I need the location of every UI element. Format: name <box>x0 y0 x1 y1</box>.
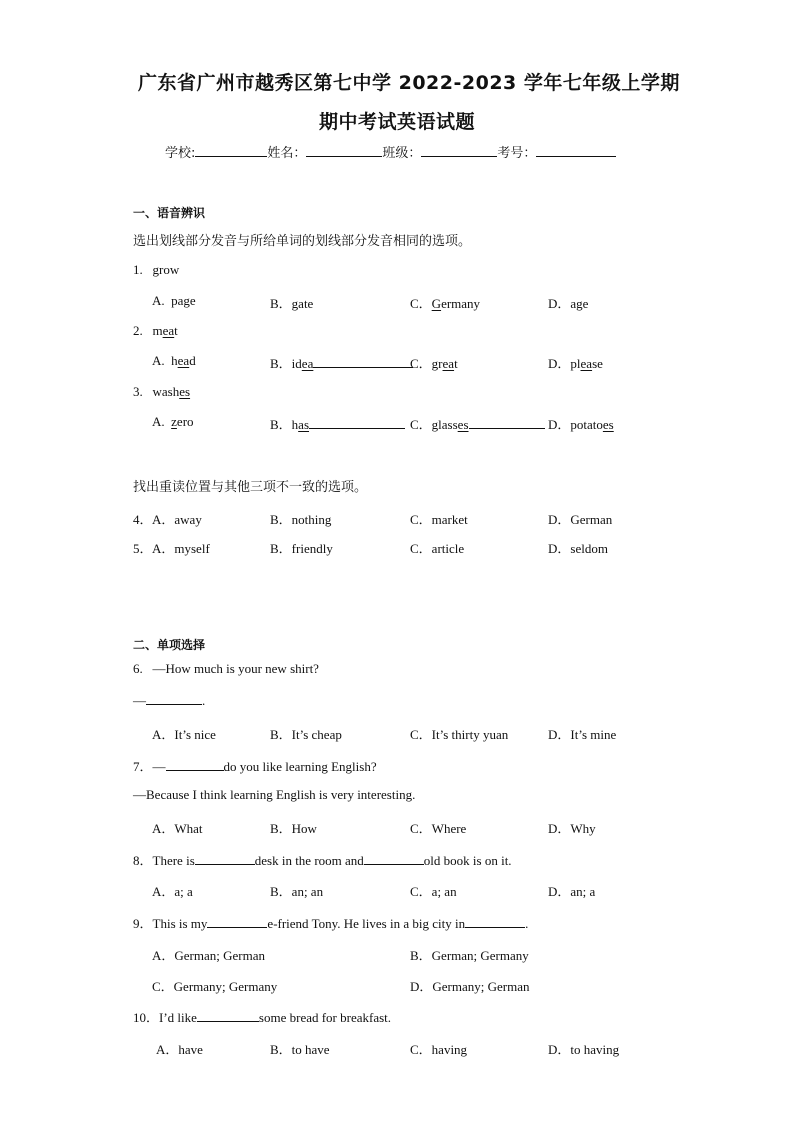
q8-option-c[interactable]: C．a; an <box>410 884 457 899</box>
number-blank[interactable] <box>536 144 616 157</box>
question-7-line-2: —Because I think learning English is very interesting. <box>133 787 416 802</box>
q5-option-d[interactable]: D．seldom <box>548 541 608 556</box>
question-9-stem: 9．This is my e-friend Tony. He lives in a big city in . <box>133 916 529 931</box>
title-line-1: 广东省广州市越秀区第七中学 2022-2023 学年七年级上学期 <box>138 72 680 94</box>
q9-blank-2[interactable] <box>465 915 525 928</box>
number-label: 考号： <box>497 146 537 161</box>
q8-blank-2[interactable] <box>364 852 424 865</box>
q1-option-d[interactable]: D．age <box>548 296 589 311</box>
q3-option-c[interactable]: C．glasses <box>410 414 545 433</box>
question-6-stem: 6. —How much is your new shirt? <box>133 661 319 676</box>
q9-option-d[interactable]: D．Germany; German <box>410 979 530 994</box>
q10-option-a[interactable]: A．have <box>156 1042 203 1057</box>
question-1-word: 1. grow <box>133 262 180 277</box>
q2-option-c[interactable]: C．great <box>410 356 458 371</box>
title-line-2: 期中考试英语试题 <box>319 111 476 133</box>
q3-option-b[interactable]: B．has <box>270 414 405 433</box>
student-info-line <box>165 142 616 161</box>
q3-option-d[interactable]: D．potatoes <box>548 417 614 432</box>
q9-option-c[interactable]: C．Germany; Germany <box>152 979 278 994</box>
q6-option-a[interactable]: A．It’s nice <box>152 727 216 742</box>
q10-option-d[interactable]: D．to having <box>548 1042 620 1057</box>
q7-option-c[interactable]: C．Where <box>410 821 467 836</box>
q2-option-a[interactable]: A. head <box>152 353 196 368</box>
school-label: 学校: <box>165 146 196 161</box>
q7-option-b[interactable]: B．How <box>270 821 317 836</box>
q1-option-b[interactable]: B．gate <box>270 296 314 311</box>
q5-option-b[interactable]: B．friendly <box>270 541 333 556</box>
q4-option-d[interactable]: D．German <box>548 512 613 527</box>
q4-option-a[interactable]: A．away <box>152 512 202 527</box>
q5-option-c[interactable]: C．article <box>410 541 465 556</box>
q6-option-d[interactable]: D．It’s mine <box>548 727 617 742</box>
question-7-stem: 7．— do you like learning English? <box>133 759 377 774</box>
q6-option-c[interactable]: C．It’s thirty yuan <box>410 727 509 742</box>
question-10-stem: 10．I’d like some bread for breakfast. <box>133 1010 392 1025</box>
section-1-instruction-2: 找出重读位置与其他三项不一致的选项。 <box>133 480 368 495</box>
q6-option-b[interactable]: B．It’s cheap <box>270 727 342 742</box>
q8-option-b[interactable]: B．an; an <box>270 884 324 899</box>
question-8-stem: 8．There is desk in the room and old book is on it. <box>133 853 512 868</box>
q1-option-a[interactable]: A. page <box>152 293 196 308</box>
q1-option-c[interactable]: C．Germany <box>410 296 481 311</box>
q10-option-b[interactable]: B．to have <box>270 1042 330 1057</box>
name-blank[interactable] <box>306 144 382 157</box>
q4-option-b[interactable]: B．nothing <box>270 512 332 527</box>
q5-option-a[interactable]: A．myself <box>152 541 210 556</box>
section-2-heading: 二、单项选择 <box>133 638 206 652</box>
q8-blank-1[interactable] <box>195 852 255 865</box>
q6-blank[interactable] <box>146 692 202 705</box>
q9-blank-1[interactable] <box>207 915 267 928</box>
q10-option-c[interactable]: C．having <box>410 1042 468 1057</box>
question-3-word: 3. washes <box>133 384 191 399</box>
q8-option-a[interactable]: A．a; a <box>152 884 193 899</box>
class-label: 班级： <box>382 146 422 161</box>
q9-option-a[interactable]: A．German; German <box>152 948 265 963</box>
school-blank[interactable] <box>195 144 267 157</box>
q10-blank[interactable] <box>197 1009 259 1022</box>
section-1-heading: 一、语音辨识 <box>133 206 206 220</box>
q9-option-b[interactable]: B．German; Germany <box>410 948 529 963</box>
q2-option-d[interactable]: D．please <box>548 356 603 371</box>
q7-blank[interactable] <box>166 758 224 771</box>
section-1-instruction: 选出划线部分发音与所给单词的划线部分发音相同的选项。 <box>133 234 472 249</box>
q2-option-b[interactable]: B．idea <box>270 353 413 372</box>
q3-option-a[interactable]: A. zero <box>152 414 194 429</box>
question-5-number: 5． <box>133 541 153 556</box>
q8-option-d[interactable]: D．an; a <box>548 884 596 899</box>
question-4-number: 4． <box>133 512 153 527</box>
question-2-word: 2. meat <box>133 323 178 338</box>
q7-option-a[interactable]: A．What <box>152 821 203 836</box>
name-label: 姓名： <box>267 146 307 161</box>
question-6-answer-line: — . <box>133 693 206 708</box>
class-blank[interactable] <box>421 144 497 157</box>
q7-option-d[interactable]: D．Why <box>548 821 596 836</box>
q4-option-c[interactable]: C．market <box>410 512 468 527</box>
